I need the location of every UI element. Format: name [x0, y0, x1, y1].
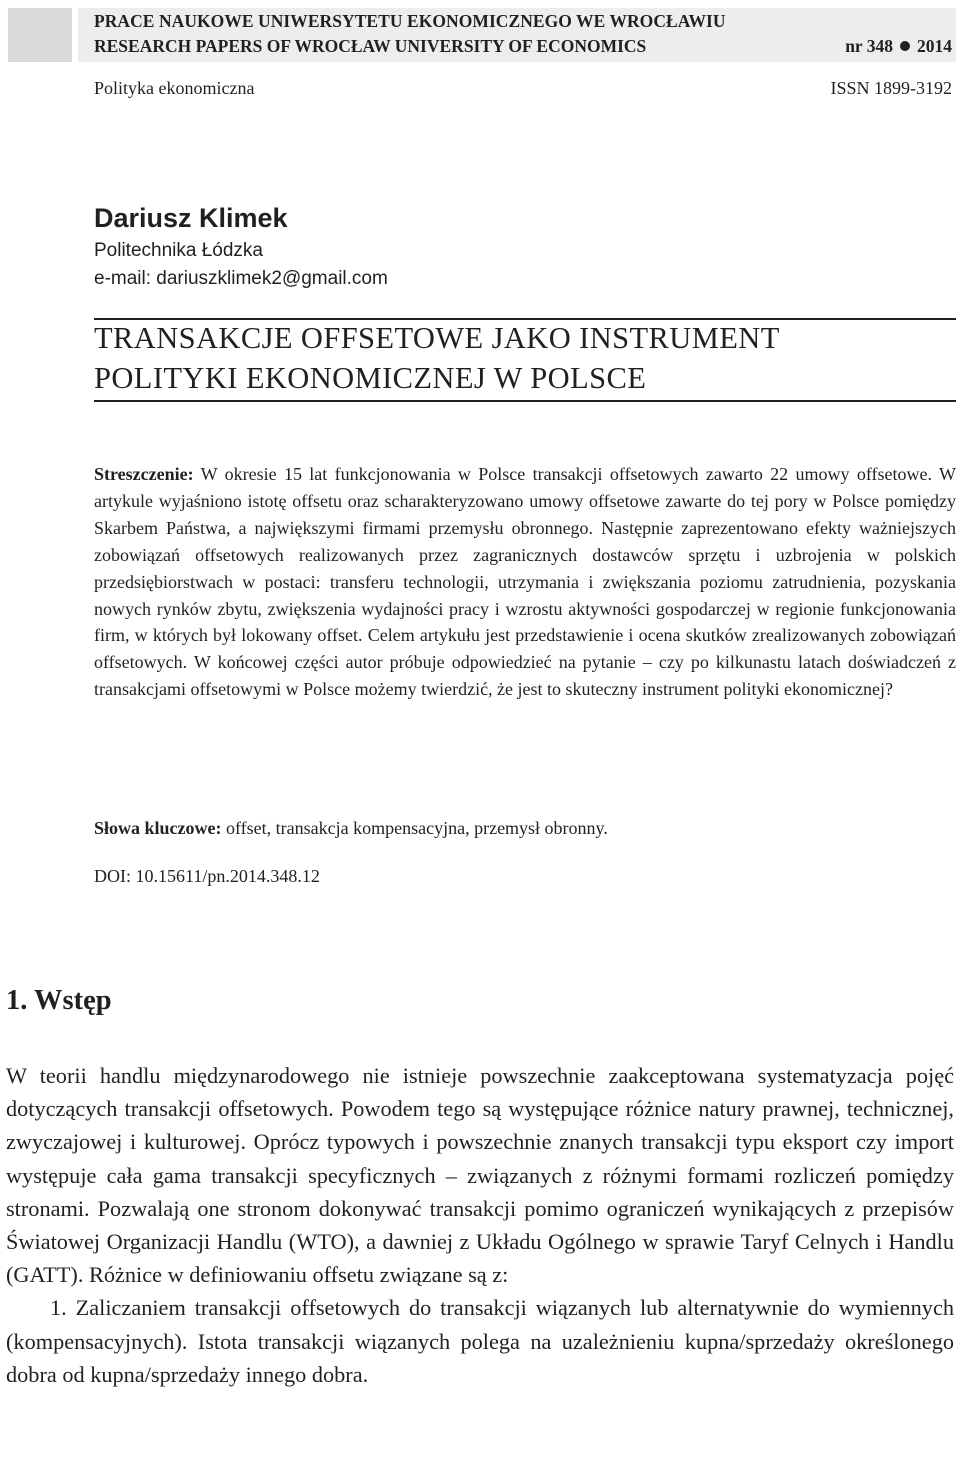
section-heading: 1. Wstęp — [6, 985, 112, 1016]
paper-title-line-1: TRANSAKCJE OFFSETOWE JAKO INSTRUMENT — [94, 321, 780, 355]
issue-year: 2014 — [917, 36, 952, 56]
keywords-label: Słowa kluczowe: — [94, 818, 222, 838]
list-item: 1. Zaliczaniem transakcji offsetowych do transakcji wiązanych lub alternatywnie do wymiennych (kompensacyjnych). Istota transakcji wiązanych polega na uzależnieniu kupna/sprzedaży określonego dobra od kupna/sprzedaży innego dobra. — [6, 1295, 954, 1387]
author-name: Dariusz Klimek — [94, 203, 288, 233]
abstract-label: Streszczenie: — [94, 464, 194, 484]
body-paragraph: W teorii handlu międzynarodowego nie istnieje powszechnie zaakceptowana systematyzacja pojęć dotyczących transakcji offsetowych. Powodem tego są występujące różnice natury prawnej, technicznej, zwyczajowej i kulturowej. Oprócz typowych i powszechnie znanych transakcji typu eksport czy import występuje cała gama transakcji specyficznych – związanych z różnymi formami rozliczeń pomiędzy stronami. Pozwalają one stronom dokonywać transakcji pomimo ograniczeń wynikających z przepisów Światowej Organizacji Handlu (WTO), a dawniej z Układu Ogólnego w sprawie Taryf Celnych i Handlu (GATT). Różnice w definiowaniu offsetu związane są z: — [6, 1063, 954, 1288]
title-rule-top — [94, 318, 956, 320]
journal-title-en: RESEARCH PAPERS OF WROCŁAW UNIVERSITY OF ECONOMICS — [94, 36, 647, 56]
keywords — [94, 818, 956, 839]
title-rule-bottom — [94, 400, 956, 402]
doi: DOI: 10.15611/pn.2014.348.12 — [94, 866, 320, 886]
header-decoration-box — [8, 8, 72, 62]
issue-number: nr 348 — [845, 36, 893, 56]
series-name: Polityka ekonomiczna — [94, 78, 255, 98]
journal-title-pl: PRACE NAUKOWE UNIWERSYTETU EKONOMICZNEGO WE WROCŁAWIU — [94, 11, 726, 31]
issn: ISSN 1899-3192 — [830, 78, 952, 98]
abstract — [94, 461, 956, 703]
section-body — [6, 1059, 954, 1391]
abstract-text: W okresie 15 lat funkcjonowania w Polsce transakcji offsetowych zawarto 22 umowy offsetowe. W artykule wyjaśniono istotę offsetu oraz scharakteryzowano umowy offsetowe zawarte do tej pory w Polsce pomiędzy Skarbem Państwa, a największymi firmami przemysłu obronnego. Następnie zaprezentowano efekty ważniejszych zobowiązań offsetowych realizowanych przez zagranicznych dostawców sprzętu i uzbrojenia w polskich przedsiębiorstwach w postaci: transferu technologii, utrzymania i zwiększania poziomu zatrudnienia, pozyskania nowych rynków zbytu, zwiększenia wydajności pracy i wzrostu aktywności gospodarczej w regionie funkcjonowania firm, w których był lokowany offset. Celem artykułu jest przedstawienie i ocena skutków zrealizowanych zobowiązań offsetowych. W końcowej części autor próbuje odpowiedzieć na pytanie – czy po kilkunastu latach doświadczeń z transakcjami offsetowymi w Polsce możemy twierdzić, że jest to skuteczny instrument polityki ekonomicznej? — [94, 464, 956, 700]
paper-title-line-2: POLITYKI EKONOMICZNEJ W POLSCE — [94, 361, 647, 395]
bullet-icon — [900, 41, 910, 51]
author-email: e-mail: dariuszklimek2@gmail.com — [94, 268, 388, 289]
author-affiliation: Politechnika Łódzka — [94, 240, 263, 261]
issue-info — [845, 36, 952, 57]
keywords-text: offset, transakcja kompensacyjna, przemysł obronny. — [221, 818, 608, 838]
